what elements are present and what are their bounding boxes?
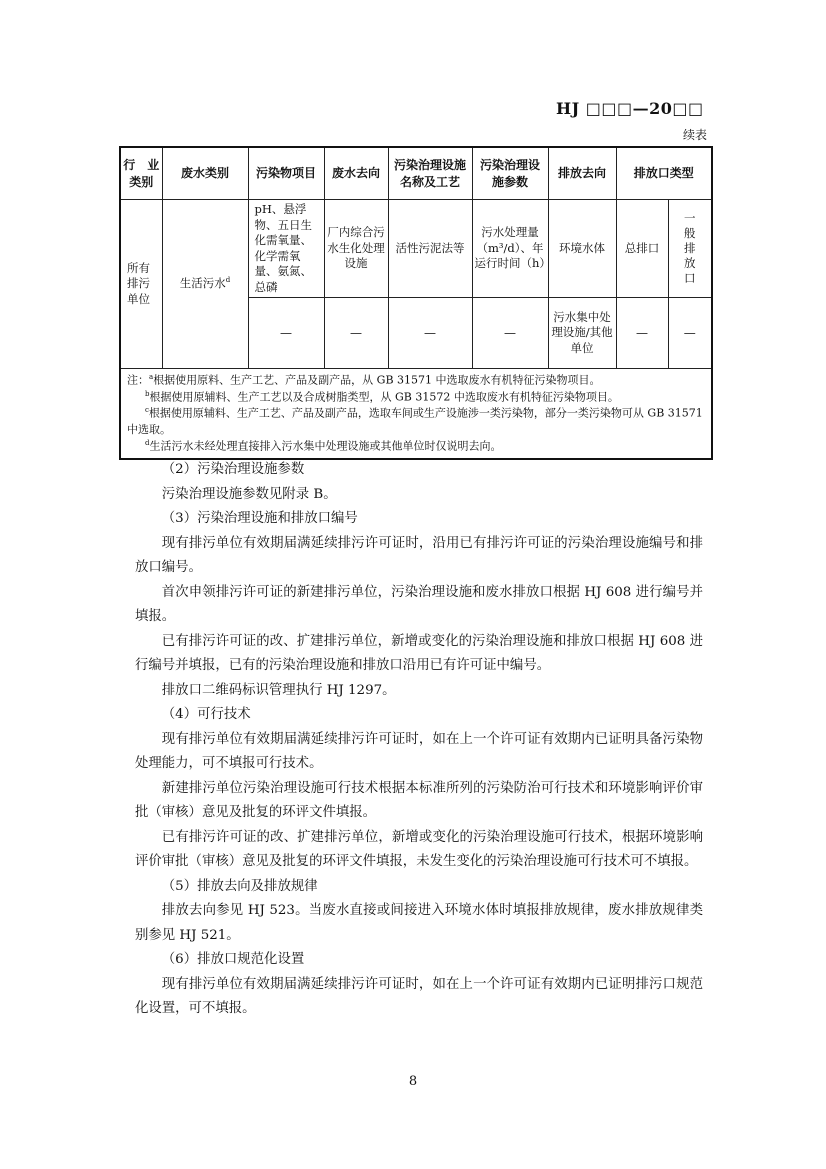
note-text: 根据使用原辅料、生产工艺以及合成树脂类型，从 GB 31572 中选取废水有机特征污染物项目。 (149, 390, 619, 404)
discharge-cell: 污水集中处理设施/其他单位 (548, 298, 616, 369)
note-text: 根据使用原辅料、生产工艺、产品及副产品，选取车间或生产设施涉一类污染物，部分一类污染物可从 GB 31571 中选取。 (127, 406, 703, 436)
header-discharge: 排放去向 (548, 147, 616, 200)
header-destination: 废水去向 (324, 147, 388, 200)
paragraph: 新建排污单位污染治理设施可行技术根据本标准所列的污染防治可行技术和环境影响评价审批（审核）意见及批复的环评文件填报。 (135, 780, 703, 820)
table-notes (120, 369, 712, 460)
note-mark: b (145, 389, 150, 398)
table-row (120, 200, 712, 298)
table-notes-row (120, 369, 712, 460)
pollutants-cell: — (248, 298, 324, 369)
discharge-cell: 环境水体 (548, 200, 616, 298)
destination-cell: 厂内综合污水生化处理设施 (324, 200, 388, 298)
paragraph: 现有排污单位有效期届满延续排污许可证时，沿用已有排污许可证的污染治理设施编号和排放口编号。 (135, 535, 703, 575)
outlet-cell: 总排口 (616, 200, 668, 298)
note-mark: c (145, 406, 149, 415)
body-text (135, 458, 703, 1022)
header-outlet-type: 排放口类型 (616, 147, 712, 200)
header-pollutants: 污染物项目 (248, 147, 324, 200)
note-line (127, 405, 707, 438)
wastewater-type-text: 生活污水 (179, 276, 226, 291)
note-line (127, 389, 707, 406)
note-line (127, 372, 707, 389)
paragraph: 污染治理设施参数见附录 B。 (161, 486, 337, 502)
header-industry: 行 业类别 (120, 147, 162, 200)
header-facility: 污染治理设施名称及工艺 (388, 147, 472, 200)
header-params: 污染治理设施参数 (472, 147, 548, 200)
wastewater-type-cell (162, 200, 248, 369)
paragraph: 排放口二维码标识管理执行 HJ 1297。 (161, 682, 396, 698)
note-line (127, 438, 707, 455)
industry-cell: 所有排污单位 (120, 200, 162, 369)
table-header-row (120, 147, 712, 200)
note-text: 生活污水未经处理直接排入污水集中处理设施或其他单位时仅说明去向。 (149, 439, 502, 453)
section-heading: （3）污染治理设施和排放口编号 (161, 511, 358, 526)
header-wastewater-type: 废水类别 (162, 147, 248, 200)
continued-label: 续表 (683, 128, 708, 142)
pollutant-table (119, 146, 711, 460)
facility-cell: — (388, 298, 472, 369)
paragraph: 已有排污许可证的改、扩建排污单位，新增或变化的污染治理设施和排放口根据 HJ 608 进行编号并填报，已有的污染治理设施和排放口沿用已有许可证中编号。 (135, 633, 703, 673)
outlet-class-text: 一般排放口 (684, 211, 696, 285)
section-heading: （6）排放口规范化设置 (161, 952, 305, 967)
document-code: HJ □□□—20□□ (556, 99, 704, 118)
paragraph: 首次申领排污许可证的新建排污单位，污染治理设施和废水排放口根据 HJ 608 进行编号并填报。 (135, 584, 703, 624)
outlet-class-cell: — (668, 298, 712, 369)
outlet-cell: — (616, 298, 668, 369)
params-cell: 污水处理量（m³/d）、年运行时间（h） (472, 200, 548, 298)
paragraph: 已有排污许可证的改、扩建排污单位，新增或变化的污染治理设施可行技术，根据环境影响评价审批（审核）意见及批复的环评文件填报，未发生变化的污染治理设施可行技术可不填报。 (135, 829, 703, 869)
note-text: 根据使用原料、生产工艺、产品及副产品，从 GB 31571 中选取废水有机特征污染物项目。 (153, 373, 601, 387)
note-mark: d (145, 438, 150, 447)
paragraph: 排放去向参见 HJ 523。当废水直接或间接进入环境水体时填报排放规律，废水排放规律类别参见 HJ 521。 (135, 903, 703, 943)
footnote-mark: d (225, 276, 231, 285)
section-heading: （2）污染治理设施参数 (161, 462, 305, 477)
params-cell: — (472, 298, 548, 369)
outlet-class-cell (668, 200, 712, 298)
facility-cell: 活性污泥法等 (388, 200, 472, 298)
pollutants-cell: pH、悬浮物、五日生化需氧量、化学需氧量、氨氮、总磷 (248, 200, 324, 298)
section-heading: （5）排放去向及排放规律 (161, 878, 318, 894)
note-mark: a (149, 373, 154, 382)
paragraph: 现有排污单位有效期届满延续排污许可证时，如在上一个许可证有效期内已证明排污口规范化设置，可不填报。 (135, 976, 703, 1016)
destination-cell: — (324, 298, 388, 369)
paragraph: 现有排污单位有效期届满延续排污许可证时，如在上一个许可证有效期内已证明具备污染物处理能力，可不填报可行技术。 (135, 731, 703, 771)
section-heading: （4）可行技术 (161, 707, 251, 722)
note-prefix: 注： (127, 373, 149, 387)
page-number: 8 (408, 1074, 418, 1089)
